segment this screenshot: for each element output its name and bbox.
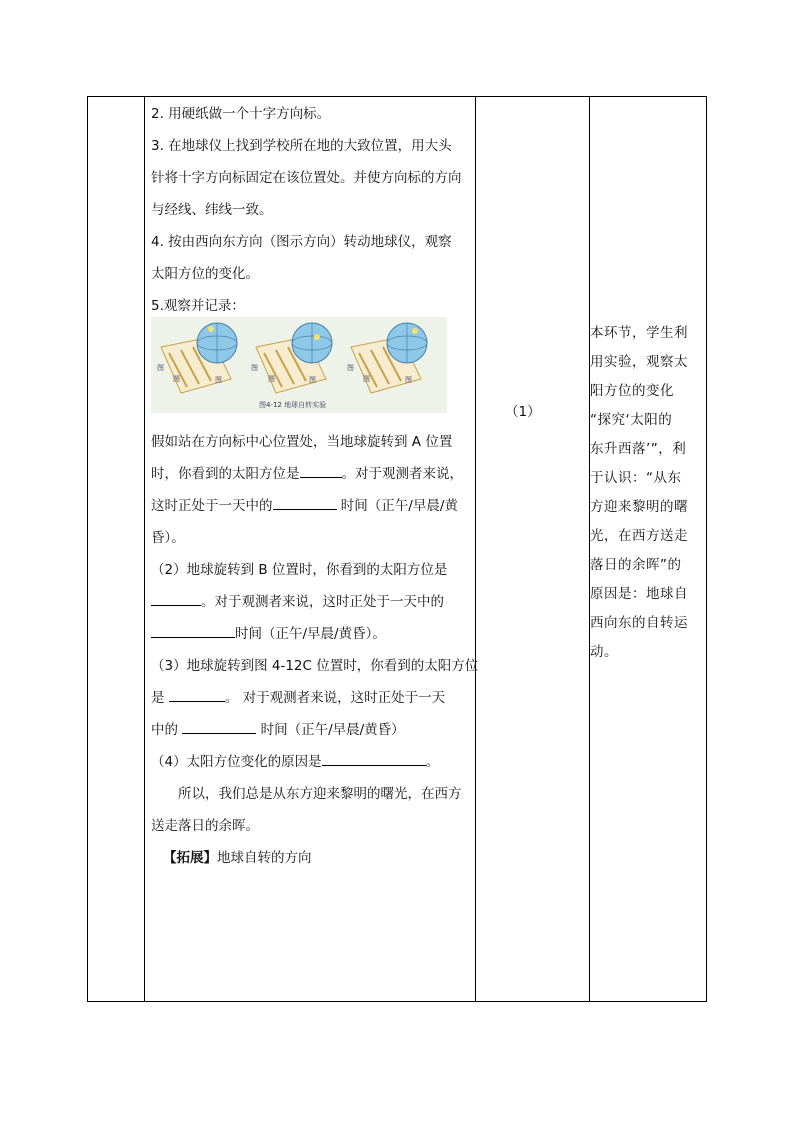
answer-blank[interactable]	[151, 591, 201, 606]
answer-blank[interactable]	[151, 623, 235, 638]
question-4-text: （4）太阳方位变化的原因是	[151, 754, 322, 770]
figure-label: 图	[363, 375, 370, 383]
answer-blank[interactable]	[169, 687, 225, 702]
question-2-line: （2）地球旋转到 B 位置时，你看到的太阳方位是	[151, 562, 448, 578]
design-note-line: 西向东的自转运	[590, 615, 688, 631]
design-intent-column	[590, 319, 702, 667]
figure-label: 图	[268, 375, 275, 383]
question-2-text: 。对于观测者来说，这时正处于一天中的	[201, 594, 444, 610]
figure-label: 图	[347, 364, 354, 372]
question-3-text: 是	[151, 690, 169, 706]
figure-label: 图	[157, 364, 164, 372]
question-3-text: 时间（正午/早晨/黄昏）	[256, 722, 405, 738]
summary-line: 所以，我们总是从东方迎来黎明的曙光，在西方	[178, 786, 462, 802]
step-5: 5.观察并记录：	[151, 298, 245, 314]
figure-label: 图	[215, 376, 222, 384]
question-2-line	[151, 586, 471, 618]
question-4-text: 。	[425, 754, 440, 770]
step-3-line: 针将十字方向标固定在该位置处。并使方向标的方向	[151, 170, 462, 186]
step-4-line: 太阳方位的变化。	[151, 266, 259, 282]
question-1-text: 。对于观测者来说，	[341, 466, 463, 482]
extension-text: 地球自转的方向	[217, 850, 312, 866]
figure-label: 图	[309, 376, 316, 384]
question-2-text: 时间（正午/早晨/黄昏）。	[235, 626, 386, 642]
question-2-line	[151, 618, 471, 650]
question-1-text: 这时正处于一天中的	[151, 498, 273, 514]
step-4-line: 4. 按由西向东方向（图示方向）转动地球仪，观察	[151, 234, 452, 250]
figure-label: 图	[405, 376, 412, 384]
figure-label: 图	[173, 375, 180, 383]
question-3-line	[151, 714, 471, 746]
step-2: 2. 用硬纸做一个十字方向标。	[151, 106, 331, 122]
step-3-line: 与经线、纬线一致。	[151, 202, 273, 218]
summary-line: 送走落日的余晖。	[151, 818, 259, 834]
question-1-number: （1）	[505, 404, 541, 420]
design-note-line: 光，在西方送走	[590, 528, 688, 544]
figure-caption: 图4-12 地球自转实验	[259, 401, 327, 409]
design-note-line: 方迎来黎明的曙	[590, 499, 688, 515]
design-note-line: 本环节，学生利	[590, 325, 688, 341]
design-note-line: 动。	[590, 644, 618, 660]
question-1-line: 假如站在方向标中心位置处，当地球旋转到 A 位置	[151, 434, 453, 450]
question-4-line	[151, 746, 471, 778]
answer-blank[interactable]	[300, 463, 342, 478]
answer-blank[interactable]	[182, 719, 256, 734]
figure-label: 图	[251, 364, 258, 372]
answer-blank[interactable]	[273, 495, 337, 510]
design-note-line: 用实验，观察太	[590, 354, 688, 370]
design-note-line: 落日的余晖”的	[590, 557, 682, 573]
question-1-text: 时，你看到的太阳方位是	[151, 466, 300, 482]
answer-blank[interactable]	[322, 751, 426, 766]
question-3-text: 。 对于观测者来说，这时正处于一天	[224, 690, 446, 706]
column-divider	[475, 97, 476, 1001]
step-3-line: 3. 在地球仪上找到学校所在地的大致位置，用大头	[151, 138, 452, 154]
question-3-text: 中的	[151, 722, 183, 738]
design-note-line: 阳方位的变化	[590, 383, 674, 399]
question-3-line: （3）地球旋转到图 4-12C 位置时，你看到的太阳方位	[151, 658, 479, 674]
design-note-line: “探究‘太阳的	[590, 412, 673, 428]
earth-rotation-illustration	[151, 317, 447, 413]
lesson-table	[87, 96, 707, 1002]
question-1-line: 昏）。	[151, 530, 185, 546]
question-1-line	[151, 490, 471, 522]
design-note-line: 东升西落’”，利	[590, 441, 687, 457]
question-3-line	[151, 682, 471, 714]
extension-bracket: 【拓展】	[163, 850, 217, 866]
activity-column	[145, 97, 541, 1001]
design-note-line: 原因是：地球自	[590, 586, 688, 602]
design-note-line: 于认识：“从东	[590, 470, 682, 486]
question-1-line	[151, 458, 471, 490]
extension-heading	[151, 842, 471, 874]
question-1-text: 时间（正午/早晨/黄	[336, 498, 458, 514]
earth-rotation-figure	[151, 317, 447, 413]
